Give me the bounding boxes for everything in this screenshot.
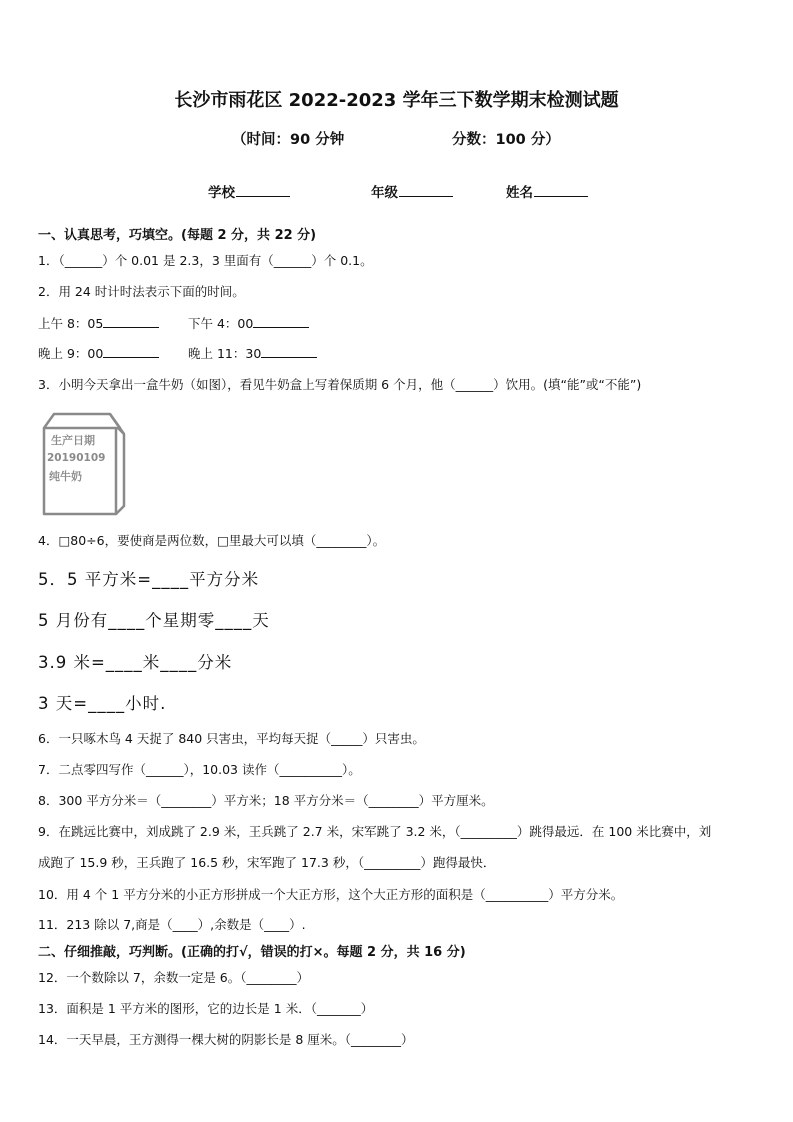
name-field xyxy=(506,181,588,201)
school-blank xyxy=(236,184,290,197)
milk-label-date-title: 生产日期 xyxy=(51,434,95,447)
question-5d: 3 天=____小时. xyxy=(38,694,167,713)
question-10: 10．用 4 个 1 平方分米的小正方形拼成一个大正方形，这个大正方形的面积是（__________）平方分米。 xyxy=(38,887,624,902)
page-title: 长沙市雨花区 2022-2023 学年三下数学期末检测试题 xyxy=(174,90,619,111)
milk-carton-figure xyxy=(38,410,130,518)
exam-time: （时间：90 分钟 xyxy=(232,132,345,148)
question-13: 13．面积是 1 平方米的图形，它的边长是 1 米．（_______） xyxy=(38,1001,374,1016)
school-field xyxy=(208,181,290,201)
section1-heading: 一、认真思考，巧填空。(每题 2 分，共 22 分) xyxy=(38,228,317,243)
name-label: 姓名 xyxy=(506,185,533,201)
question-4: 4．□80÷6，要使商是两位数，□里最大可以填（________）。 xyxy=(38,533,386,548)
question-9-line2: 成跑了 15.9 秒，王兵跑了 16.5 秒，宋军跑了 17.3 秒，（_________）跑得最快． xyxy=(38,855,496,870)
question-12: 12．一个数除以 7，余数一定是 6。（________） xyxy=(38,970,310,985)
name-blank xyxy=(534,184,588,197)
question-11: 11．213 除以 7,商是（____）,余数是（____）. xyxy=(38,917,306,932)
answer-blank xyxy=(253,327,309,328)
answer-blank xyxy=(103,327,159,328)
school-label: 学校 xyxy=(208,185,235,201)
milk-label-date: 20190109 xyxy=(47,452,106,464)
exam-score: 分数：100 分） xyxy=(452,132,560,148)
question-2d-text: 晚上 11：30 xyxy=(188,346,262,361)
question-2c xyxy=(38,344,159,362)
answer-blank xyxy=(103,357,159,358)
question-2d xyxy=(188,344,317,362)
question-9-line1: 9．在跳远比赛中，刘成跳了 2.9 米，王兵跳了 2.7 米，宋军跳了 3.2 米，（_________）跳得最远．在 100 米比赛中，刘 xyxy=(38,824,712,839)
question-1: 1．（______）个 0.01 是 2.3，3 里面有（______）个 0.1。 xyxy=(38,253,373,268)
grade-field xyxy=(371,181,453,201)
question-2b xyxy=(188,314,309,332)
question-14: 14．一天早晨，王方测得一棵大树的阴影长是 8 厘米。（________） xyxy=(38,1032,414,1047)
question-2b-text: 下午 4：00 xyxy=(188,316,254,331)
milk-label-name: 纯牛奶 xyxy=(49,470,82,483)
section2-heading: 二、仔细推敲，巧判断。(正确的打√，错误的打×。每题 2 分，共 16 分) xyxy=(38,945,466,960)
answer-blank xyxy=(261,357,317,358)
question-6: 6．一只啄木鸟 4 天捉了 840 只害虫，平均每天捉（_____）只害虫。 xyxy=(38,731,425,746)
question-2a xyxy=(38,314,159,332)
question-7: 7．二点零四写作（______），10.03 读作（__________）。 xyxy=(38,762,361,777)
question-5b: 5 月份有____个星期零____天 xyxy=(38,611,270,630)
question-2c-text: 晚上 9：00 xyxy=(38,346,104,361)
question-5a: 5．5 平方米=____平方分米 xyxy=(38,570,260,589)
grade-blank xyxy=(399,184,453,197)
carton-top xyxy=(44,414,120,428)
question-8: 8．300 平方分米＝（________）平方米；18 平方分米＝（________）平方厘米。 xyxy=(38,793,494,808)
question-3: 3．小明今天拿出一盒牛奶（如图），看见牛奶盒上写着保质期 6 个月，他（______）饮用。(填“能”或“不能”) xyxy=(38,377,642,392)
question-2: 2．用 24 时计时法表示下面的时间。 xyxy=(38,284,245,299)
question-2a-text: 上午 8：05 xyxy=(38,316,104,331)
grade-label: 年级 xyxy=(371,185,398,201)
question-5c: 3.9 米=____米____分米 xyxy=(38,653,233,672)
